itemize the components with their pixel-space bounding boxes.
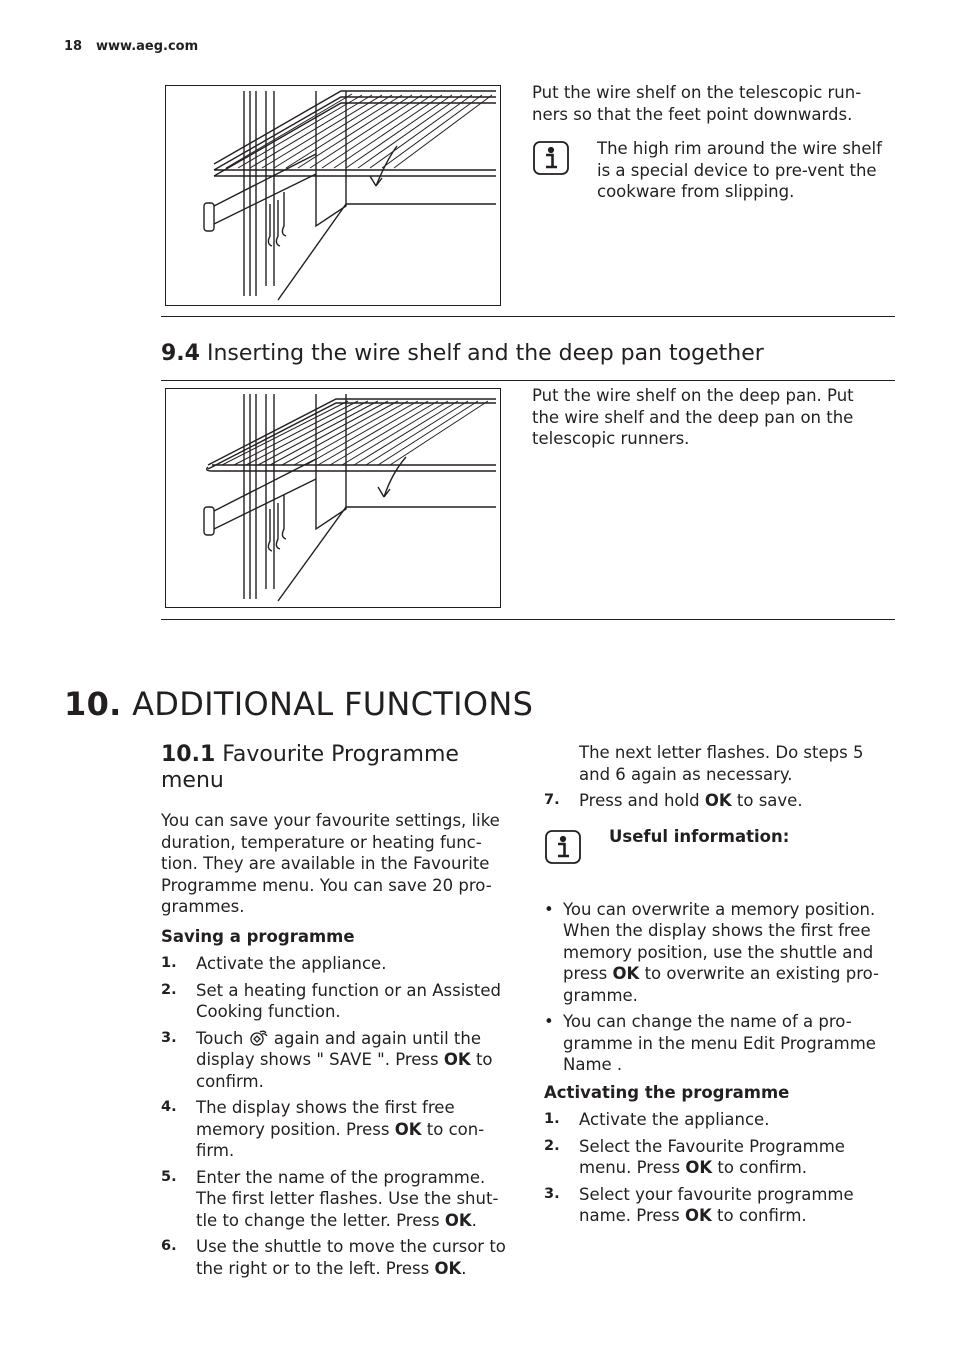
divider: [161, 619, 895, 620]
chapter-heading: [64, 685, 895, 723]
useful-info-note: [544, 817, 894, 887]
info-icon: [545, 830, 581, 864]
step-number: 2.: [161, 981, 177, 998]
section-heading-10-1: [161, 742, 511, 794]
step-text: Select the Favourite Programme menu. Press: [579, 1136, 845, 1177]
activating-subheading: Activating the programme: [544, 1082, 790, 1102]
bullet-text: to overwrite an existing pro-gramme.: [563, 964, 879, 1005]
step-number: 4.: [161, 1099, 177, 1115]
section-9-4-text: Put the wire shelf on the deep pan. Put the wire shelf and the deep pan on the telescopic runners.: [532, 386, 854, 448]
list-item: [544, 899, 894, 1007]
step-text: to con-firm.: [196, 1119, 485, 1160]
step-number: 3.: [161, 1029, 177, 1046]
step-text: to confirm.: [717, 1206, 807, 1225]
step-number: 2.: [544, 1137, 560, 1154]
list-item: [161, 953, 511, 975]
saving-steps-list-continued: [544, 790, 894, 812]
wire-shelf-illustration: [165, 85, 501, 306]
bullet-text: You can change the name of a pro-gramme in the menu Edit Programme Name .: [563, 1012, 876, 1074]
website-url: www.aeg.com: [96, 39, 199, 54]
step-text: .: [461, 1258, 467, 1278]
step-number: 1.: [544, 1111, 560, 1127]
section-title: Favourite Programme menu: [161, 742, 459, 793]
step-text: Touch: [196, 1028, 244, 1048]
list-item: [161, 980, 511, 1023]
chapter-number: 10.: [64, 685, 122, 723]
list-item: [544, 790, 894, 812]
list-item: [161, 1028, 511, 1093]
list-item: [544, 1136, 894, 1179]
section-title: Inserting the wire shelf and the deep pan together: [206, 341, 764, 366]
step-text: Enter the name of the programme. The first letter flashes. Use the shut-tle to change the letter. Press: [196, 1167, 499, 1230]
saving-subheading: Saving a programme: [161, 926, 355, 946]
step-text: Activate the appliance.: [579, 1110, 770, 1129]
step-text: Press and hold: [579, 791, 700, 810]
step-number: 7.: [544, 792, 560, 808]
step-text: again and again until the display shows " SAVE ". Press: [196, 1028, 481, 1069]
ok-label: OK: [443, 1050, 471, 1069]
left-column: [161, 742, 511, 1284]
step-text: Set a heating function or an Assisted Cooking function.: [196, 980, 501, 1021]
ok-label: OK: [394, 1119, 422, 1139]
page-number: 18: [64, 39, 83, 54]
info-icon: [533, 141, 569, 175]
list-item: [161, 1167, 511, 1232]
divider: [161, 316, 895, 317]
useful-info-bullets: [544, 899, 894, 1076]
step-number: 5.: [161, 1168, 177, 1185]
activating-steps-list: [544, 1109, 894, 1227]
chapter-title: ADDITIONAL FUNCTIONS: [132, 685, 534, 723]
right-column: [544, 742, 894, 1232]
step-text: to save.: [736, 791, 803, 810]
ok-label: OK: [685, 1158, 713, 1177]
ok-label: OK: [434, 1258, 462, 1278]
section-heading-9-4: [161, 341, 895, 367]
info-note-text: The high rim around the wire shelf is a special device to pre-vent the cookware from slipping.: [597, 139, 882, 201]
step-text: to confirm.: [717, 1158, 808, 1177]
ok-label: OK: [612, 964, 640, 983]
bullet-text: You can overwrite a memory position. When the display shows the first free memory position, use the shuttle and press: [563, 899, 876, 983]
step-text: The display shows the first free memory position. Press: [196, 1098, 455, 1139]
list-item: [544, 1109, 894, 1131]
step-text: Select your favourite programme name. Press: [579, 1184, 854, 1225]
step-number: 6.: [161, 1238, 177, 1254]
list-item: [544, 1011, 894, 1076]
useful-info-title: Useful information:: [609, 826, 790, 846]
list-item: [161, 1236, 511, 1279]
section-number: 9.4: [161, 341, 200, 366]
step-6-continued: The next letter flashes. Do steps 5 and 6 again as necessary.: [579, 743, 864, 784]
ok-label: OK: [704, 791, 732, 810]
deep-pan-illustration: [165, 388, 501, 608]
step-number: 1.: [161, 955, 177, 971]
section-number: 10.1: [161, 742, 216, 767]
favourite-programme-icon: [249, 1029, 269, 1047]
step-text: .: [471, 1210, 477, 1230]
saving-steps-list: [161, 953, 511, 1279]
step-number: 3.: [544, 1185, 560, 1202]
divider: [161, 380, 895, 381]
figure1-text: Put the wire shelf on the telescopic run-ners so that the feet point downwards.: [532, 83, 862, 124]
ok-label: OK: [444, 1210, 472, 1230]
ok-label: OK: [684, 1206, 712, 1225]
step-text: Activate the appliance.: [196, 954, 387, 973]
list-item: [161, 1097, 511, 1162]
step-text: Use the shuttle to move the cursor to the right or to the left. Press: [196, 1237, 506, 1278]
step-text: to confirm.: [196, 1050, 493, 1091]
list-item: [544, 1184, 894, 1227]
intro-paragraph: You can save your favourite settings, like duration, temperature or heating func-tion. They are available in the Favourite Programme menu. You can save 20 pro-grammes.: [161, 811, 500, 916]
